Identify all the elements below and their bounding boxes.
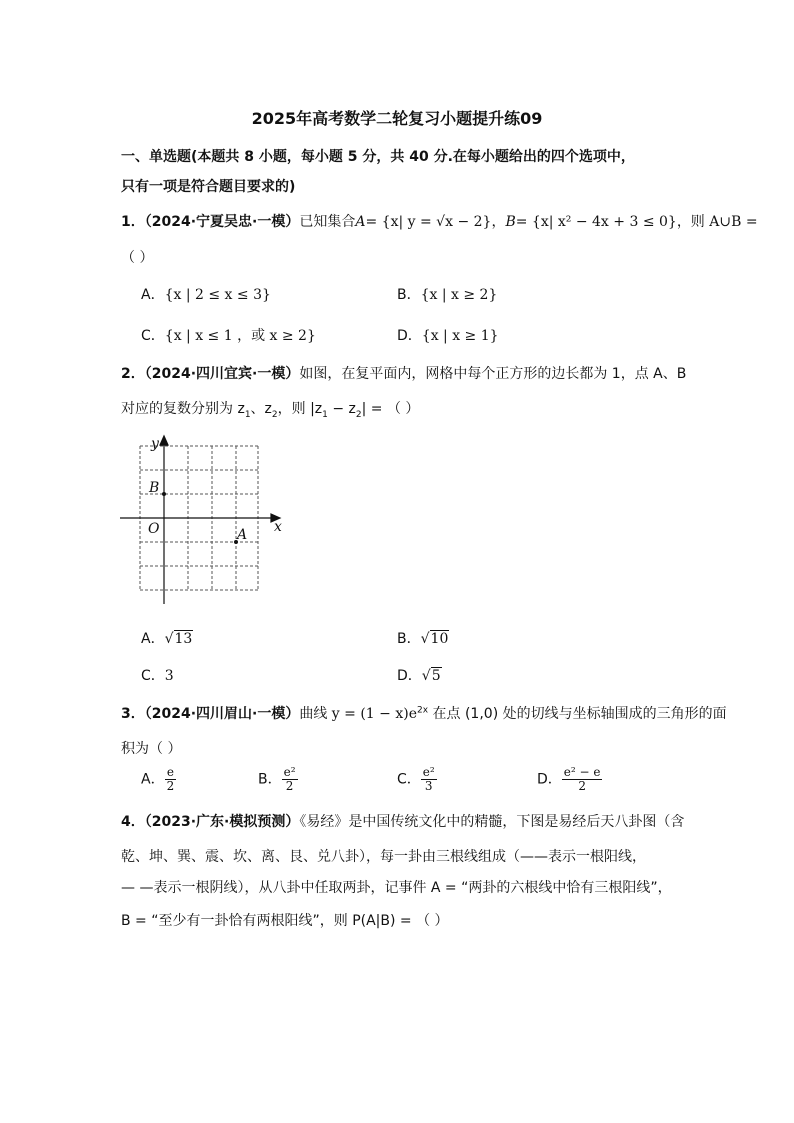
option-fraction: $\frac{\text{e²}}{3}$ — [422, 765, 435, 793]
question-4-number: 4． — [121, 814, 145, 830]
question-2-option-d[interactable]: D．√5 — [397, 668, 441, 684]
question-4-source: （2023·广东·模拟预测） — [144, 814, 300, 830]
question-2-text2d: − z — [327, 401, 356, 417]
option-text: 13 — [174, 631, 193, 647]
question-3-option-d[interactable] — [537, 766, 602, 793]
option-fraction: $\frac{\text{e² − e}}{2}$ — [563, 765, 601, 793]
question-3-stem-line1 — [121, 703, 727, 723]
question-1-option-c[interactable] — [141, 325, 316, 345]
question-1-option-b[interactable] — [397, 284, 497, 304]
option-label: A． — [141, 287, 165, 303]
section-heading-line1: 一、单选题(本题共 8 小题，每小题 5 分，共 40 分.在每小题给出的四个选项中， — [121, 149, 635, 165]
option-text: {x | 2 ≤ x ≤ 3} — [164, 287, 271, 303]
axis-label-y: y — [151, 436, 159, 452]
option-text: {x | x ≤ 1 ，或 x ≥ 2} — [164, 328, 316, 344]
question-4-stem-line1 — [121, 811, 684, 831]
complex-plane-figure — [118, 432, 293, 612]
question-1-setB-expr: = {x| x² − 4x + 3 ≤ 0} — [515, 214, 677, 230]
subscript-2b: 2 — [355, 409, 362, 420]
question-4-stem-line3: — —表示一根阴线），从八卦中任取两卦，记事件 A = “两卦的六根线中恰有三根阳线”， — [121, 880, 672, 896]
question-2-option-a[interactable]: A．√13 — [141, 631, 193, 647]
question-2-stem-line1 — [121, 363, 686, 383]
subscript-1b: 1 — [322, 409, 328, 420]
question-3-text1a: 曲线 y = (1 − x)e — [299, 706, 417, 722]
point-a-label: A — [237, 527, 248, 543]
option-label: B． — [258, 771, 282, 788]
section-heading-line2: 只有一项是符合题目要求的) — [121, 179, 296, 195]
question-3-option-a[interactable] — [141, 766, 176, 793]
axes — [120, 436, 280, 604]
option-text: 3 — [164, 668, 174, 684]
option-label: B． — [397, 631, 421, 647]
question-2-option-b[interactable]: B．√10 — [397, 631, 449, 647]
question-2-text1: 如图，在复平面内，网格中每个正方形的边长都为 1，点 A、B — [299, 366, 687, 382]
question-1-ask: ，则 A∪B = — [676, 214, 758, 230]
option-label: B． — [397, 287, 421, 303]
question-2-number: 2． — [121, 366, 145, 382]
option-text: {x | x ≥ 1} — [421, 328, 499, 344]
axis-label-x: x — [274, 519, 282, 535]
question-1-option-d[interactable] — [397, 325, 499, 345]
question-1-setB-var: B — [505, 214, 516, 230]
option-label: C． — [141, 668, 165, 684]
question-1-paren: （ ） — [121, 250, 154, 266]
question-4-stem-line4: B = “至少有一卦恰有两根阳线”，则 P(A|B) = （ ） — [121, 913, 449, 929]
option-fraction: $\frac{e}{2}$ — [166, 765, 175, 793]
page-title: 2025年高考数学二轮复习小题提升练09 — [251, 109, 543, 128]
question-1-option-a[interactable] — [141, 284, 271, 304]
question-1-stem: 1．（2024·宁夏吴忠·一模）已知集合A= {x| y = √x − 2}，B= {x| x² − 4x + 3 ≤ 0}，则 A∪B = — [121, 214, 758, 230]
option-label: C． — [397, 771, 421, 788]
question-3-number: 3． — [121, 706, 145, 722]
question-2-text2b: 、z — [250, 401, 272, 417]
option-label: D． — [397, 668, 422, 684]
question-4-stem-line2: 乾、坤、巽、震、坎、离、艮、兑八卦），每一卦由三根线组成（——表示一根阳线， — [121, 849, 646, 865]
question-2-text2e: | = （ ） — [361, 401, 420, 417]
question-2-text2c: ，则 |z — [277, 401, 323, 417]
subscript-1: 1 — [244, 409, 251, 420]
origin-label: O — [148, 521, 160, 537]
option-label: C． — [141, 328, 165, 344]
question-2-option-c[interactable] — [141, 665, 174, 685]
question-3-stem-line2: 积为（ ） — [121, 741, 182, 757]
question-1-lead: 已知集合 — [299, 214, 356, 230]
option-label: D． — [397, 328, 422, 344]
option-label: A． — [141, 771, 165, 788]
question-3-source: （2024·四川眉山·一模） — [144, 706, 300, 722]
option-text: {x | x ≥ 2} — [420, 287, 498, 303]
option-text: 5 — [431, 668, 441, 684]
point-b-label: B — [149, 480, 160, 496]
question-3-text1b: 在点 (1,0) 处的切线与坐标轴围成的三角形的面 — [428, 706, 727, 722]
option-label: A． — [141, 631, 165, 647]
question-1-setA-expr: = {x| y = √x − 2} — [365, 214, 492, 230]
option-label: D． — [537, 771, 562, 788]
subscript-2: 2 — [271, 409, 278, 420]
point-b — [162, 492, 166, 496]
question-2-text2a: 对应的复数分别为 z — [121, 401, 245, 417]
question-2-source: （2024·四川宜宾·一模） — [144, 366, 300, 382]
option-fraction: $\frac{\text{e²}}{2}$ — [283, 765, 296, 793]
exponent: 2x — [417, 705, 429, 716]
question-2-stem-line2 — [121, 398, 419, 420]
question-3-option-b[interactable] — [258, 766, 298, 793]
question-4-text1: 《易经》是中国传统文化中的精髓，下图是易经后天八卦图（含 — [299, 814, 685, 830]
option-text: 10 — [430, 631, 449, 647]
question-1-source: （2024·宁夏吴忠·一模） — [144, 214, 300, 230]
question-1-setA-var: A — [355, 214, 366, 230]
question-3-option-c[interactable] — [397, 766, 437, 793]
question-1-number: 1． — [121, 214, 145, 230]
